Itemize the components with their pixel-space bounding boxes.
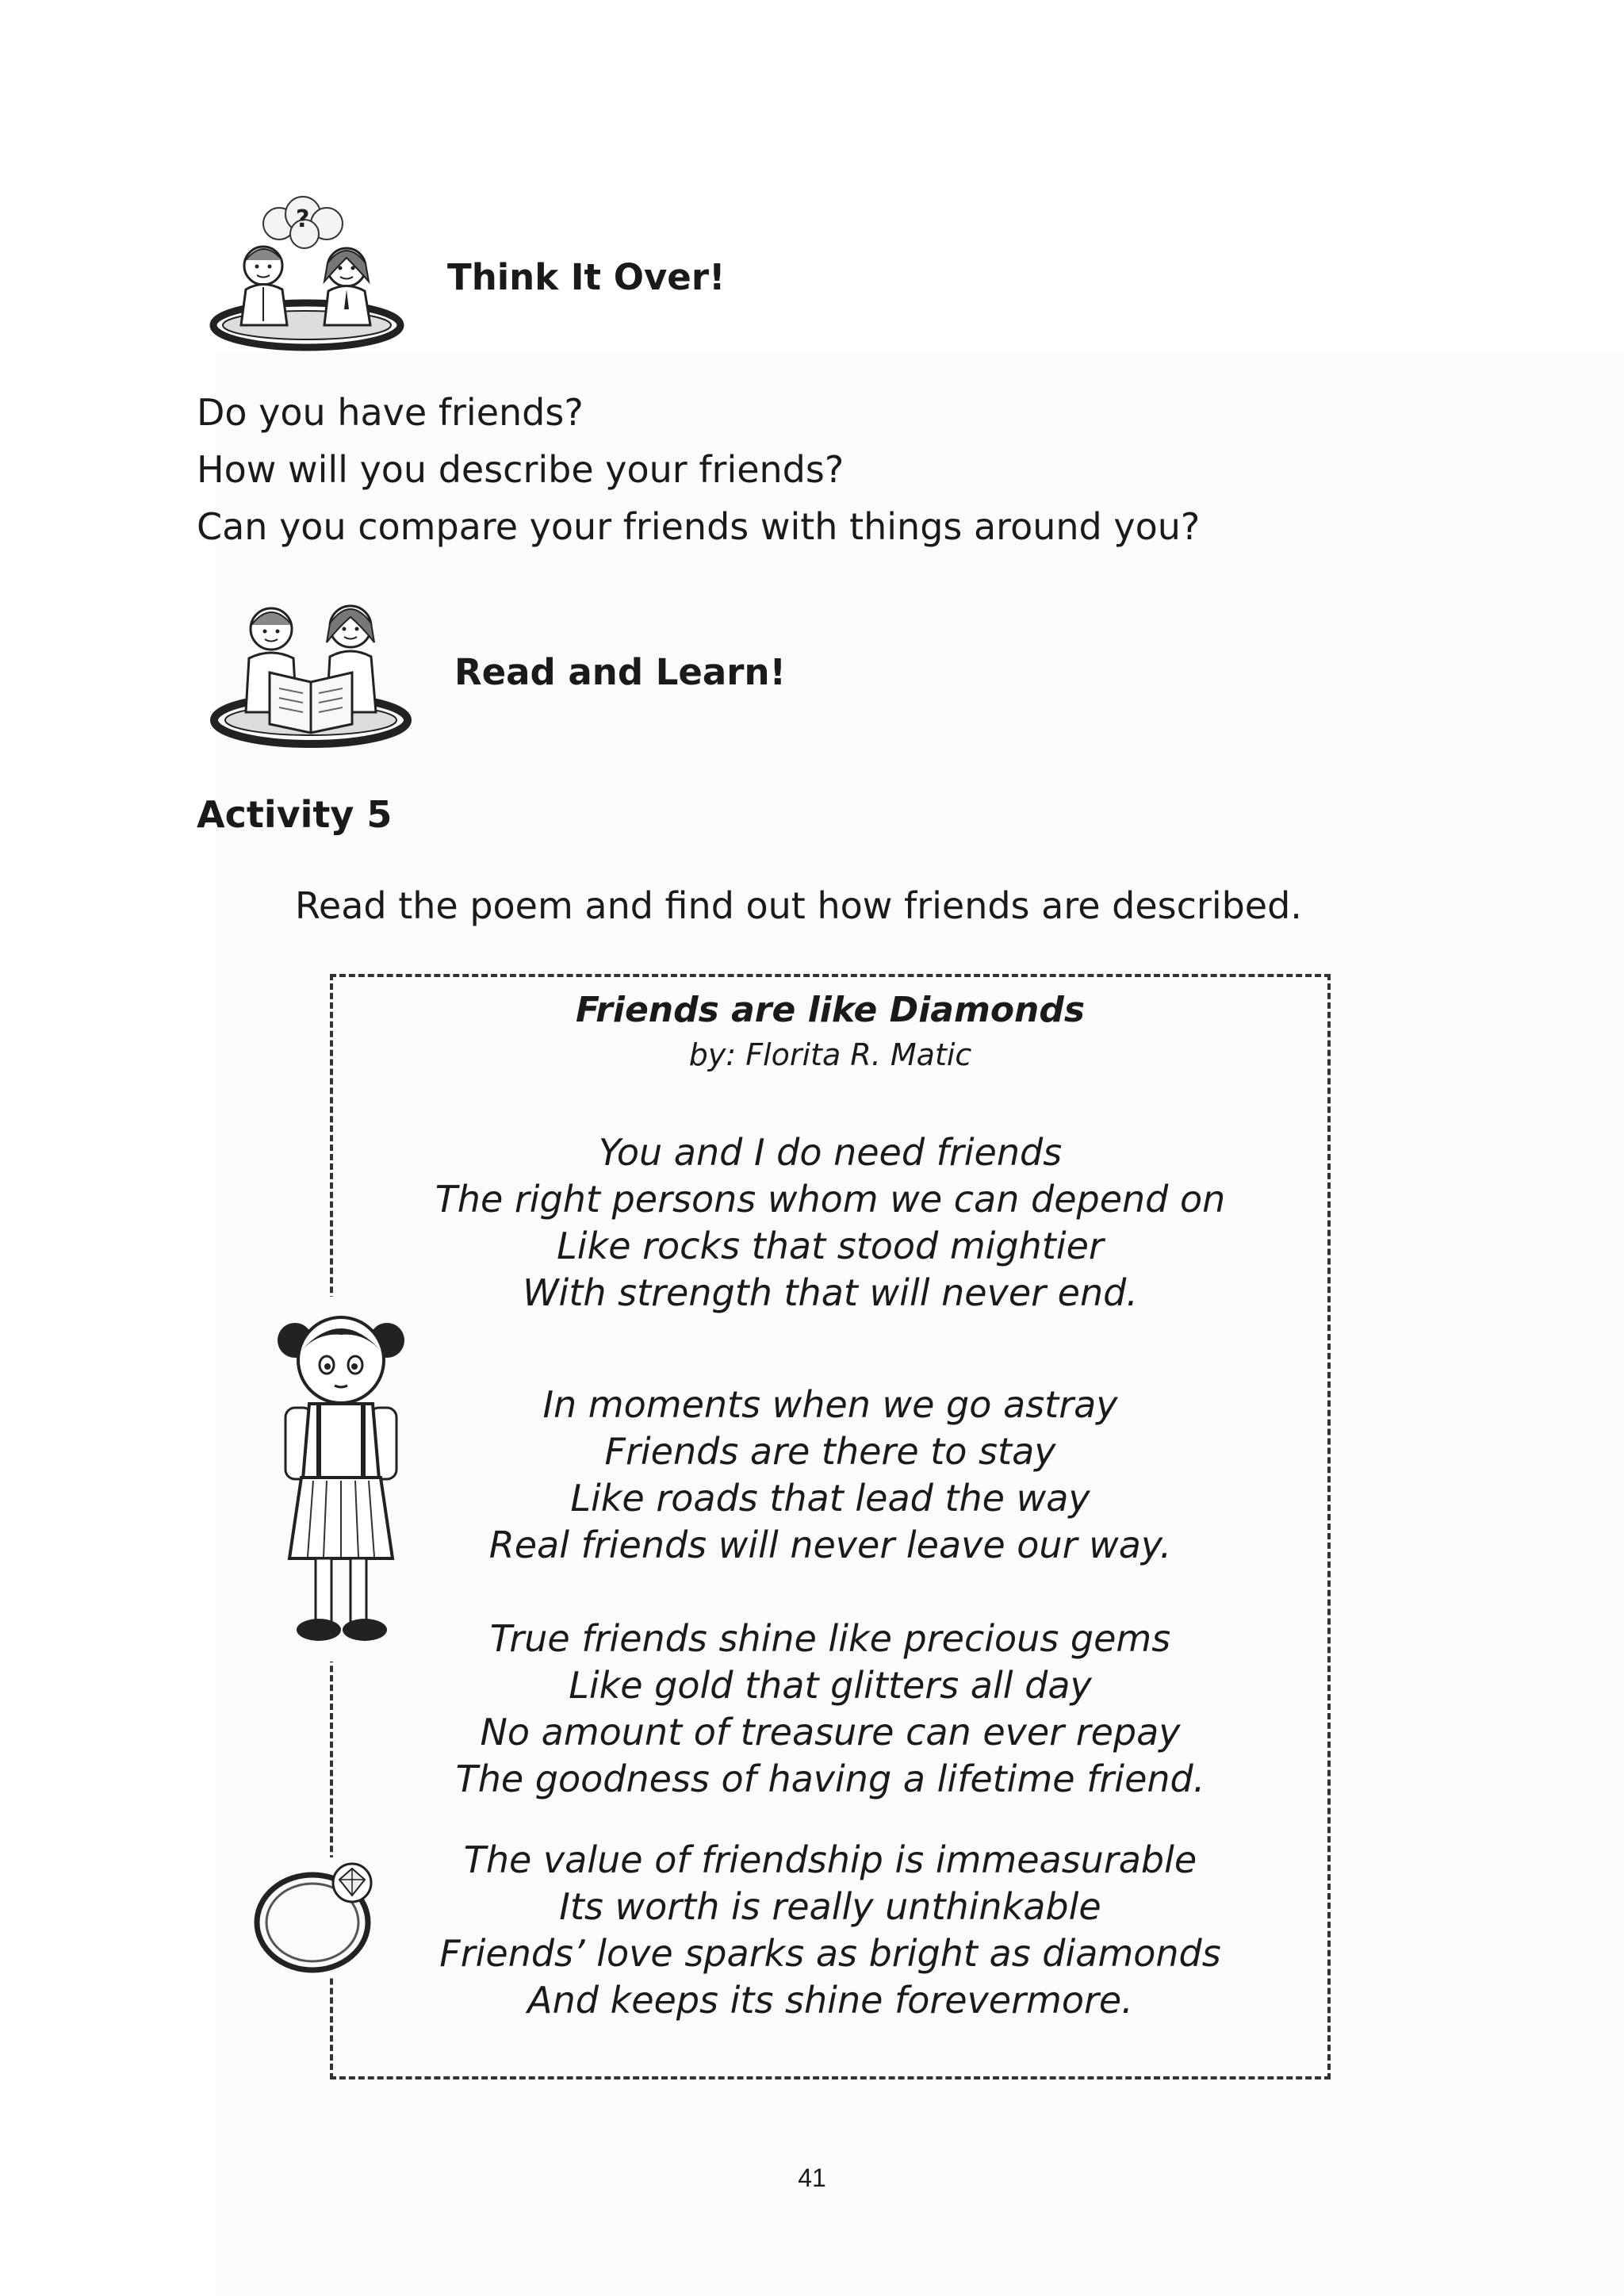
schoolgirl-illustration — [270, 1297, 412, 1662]
poem-line: No amount of treasure can ever repay — [480, 1711, 1181, 1754]
poem-line: Real friends will never leave our way. — [488, 1524, 1172, 1566]
poem-line: The right persons whom we can depend on — [435, 1178, 1226, 1221]
poem-line: Friends are there to stay — [604, 1430, 1056, 1473]
think-it-over-title: Think It Over! — [447, 256, 726, 298]
poem-stanza-3 — [330, 1616, 1331, 1803]
activity-instruction: Read the poem and find out how friends are described. — [295, 884, 1302, 927]
poem-line: And keeps its shine forevermore. — [527, 1979, 1133, 2022]
poem-line: With strength that will never end. — [523, 1271, 1138, 1314]
read-and-learn-icon — [208, 593, 418, 752]
read-and-learn-title: Read and Learn! — [454, 651, 787, 693]
poem-line: Like gold that glitters all day — [569, 1664, 1092, 1707]
svg-text:?: ? — [296, 205, 310, 233]
poem-line: Its worth is really unthinkable — [559, 1885, 1101, 1928]
poem-stanza-1 — [330, 1129, 1331, 1317]
poem-stanza-2 — [330, 1382, 1331, 1569]
poem-line: Like roads that lead the way — [570, 1477, 1090, 1520]
poem-line: You and I do need friends — [598, 1131, 1063, 1174]
think-it-over-icon — [208, 190, 406, 353]
question-2: How will you describe your friends? — [197, 448, 845, 491]
poem-line: True friends shine like precious gems — [489, 1617, 1171, 1660]
poem-line: Like rocks that stood mightier — [557, 1225, 1104, 1267]
poem-line: The value of friendship is immeasurable — [463, 1838, 1197, 1881]
page-number: 41 — [798, 2164, 826, 2192]
poem-line: The goodness of having a lifetime friend. — [455, 1757, 1205, 1800]
activity-label: Activity 5 — [197, 793, 393, 836]
poem-line: Friends’ love sparks as bright as diamonds — [439, 1932, 1221, 1975]
poem-stanza-4 — [330, 1837, 1331, 2024]
poem-title: Friends are like Diamonds — [575, 990, 1086, 1030]
poem-line: In moments when we go astray — [542, 1383, 1118, 1426]
diamond-ring-illustration — [251, 1857, 385, 1976]
question-1: Do you have friends? — [197, 391, 584, 434]
poem-author: by: Florita R. Matic — [688, 1037, 972, 1072]
question-3: Can you compare your friends with things around you? — [197, 505, 1201, 548]
